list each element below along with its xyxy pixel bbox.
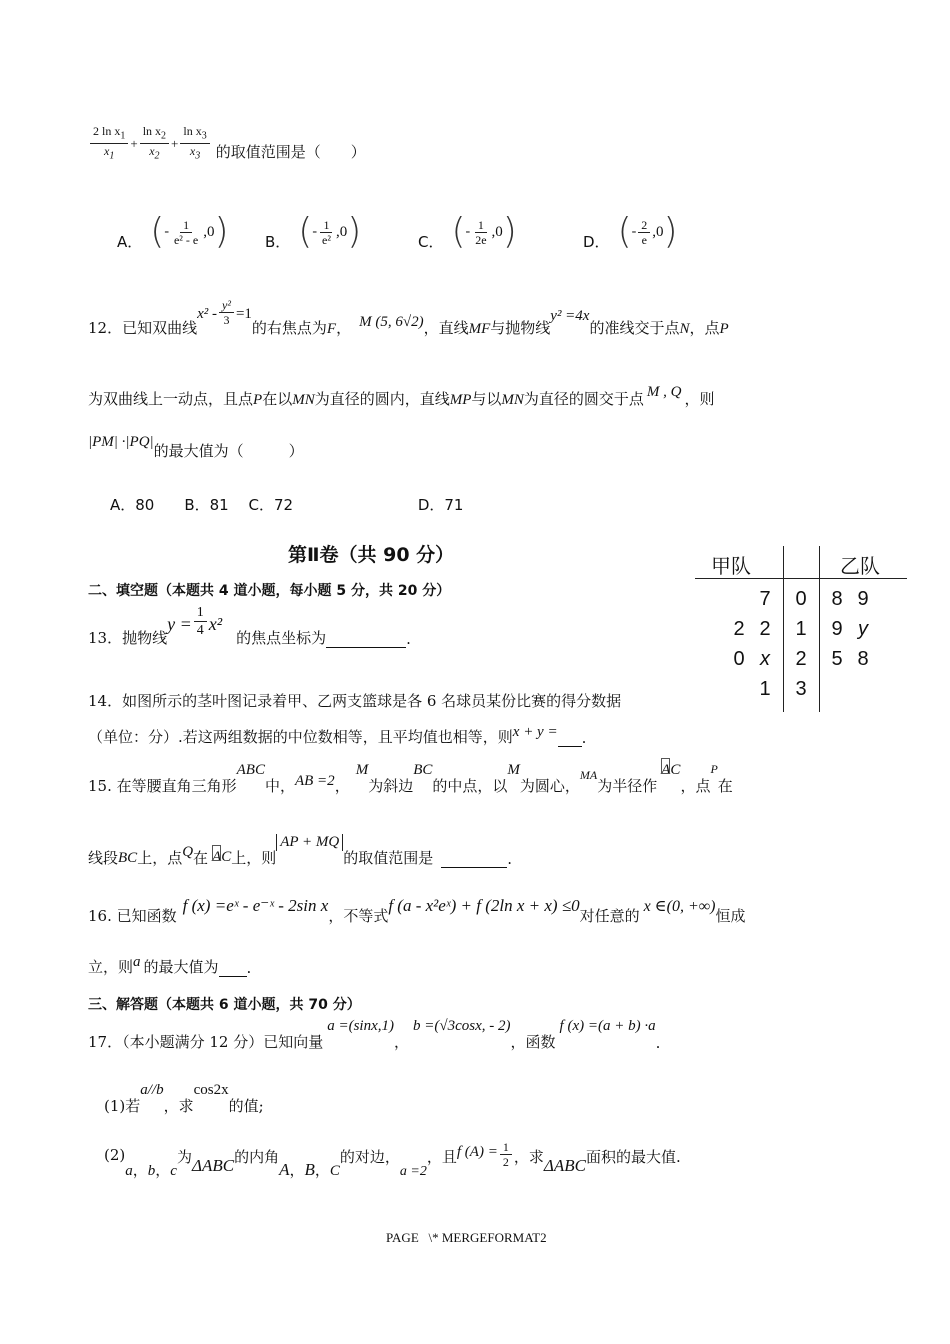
leaf-left: 0: [733, 648, 745, 670]
q16-line-2: 立，则 a 的最大值为 .: [88, 954, 252, 977]
leaf-left: 7: [759, 588, 771, 610]
leaf-right: 9: [857, 588, 869, 610]
section-2-heading: 二、填空题（本题共 4 道小题，每小题 5 分，共 20 分）: [88, 583, 451, 599]
team-b-label: 乙队: [840, 554, 880, 578]
q13: 13．抛物线 y = $\frac{1}{4}$ x² 的焦点坐标为 .: [88, 605, 411, 648]
leaf-right: 9: [831, 618, 843, 640]
leaf-right: 8: [857, 648, 869, 670]
q17-part-1: (1)若 a//b ，求 cos2x 的值;: [104, 1082, 264, 1115]
q15-answer-blank: [441, 853, 507, 868]
q11-option-a: A． ( - $\frac{1}{\text{e² - e}}$ ,0 ): [117, 211, 229, 252]
q11-frac-2: $\frac{\ln x_2}{x_2}$: [140, 124, 169, 164]
q17-stem: 17．（本小题满分 12 分）已知向量 a =(sinx,1) ， b =(√3cosx, - 2) ，函数 f (x) =(a + b) ·a .: [88, 1018, 661, 1052]
q15-line-2: 线段 BC 上，点 Q 在 AC 上，则 AP + MQ 的取值范围是 .: [88, 834, 513, 868]
q12-line-1: 12．已知双曲线 x² - $\frac{\text{y²}}{3}$ =1 的右焦点为 F ， M (5, 6√2) ，直线 MF 与抛物线 y² =4x 的准线交于点 N ，点 P: [88, 298, 729, 337]
header-divider: [695, 578, 907, 579]
page-footer: PAGE \* MERGEFORMAT2: [386, 1230, 547, 1245]
q14-line-1: 14．如图所示的茎叶图记录着甲、乙两支篮球是各 6 名球员某份比赛的得分数据: [88, 692, 622, 710]
section-3-heading: 三、解答题（本题共 6 道小题，共 70 分）: [88, 997, 361, 1013]
q11-option-b: B． ( - $\frac{1}{\text{e²}}$ ,0 ): [265, 211, 362, 252]
leaf-left: 2: [759, 618, 771, 640]
stem-leaf-plot: [695, 544, 907, 714]
q11-tail: 的取值范围是（ ）: [215, 143, 366, 162]
q11-frac-1: $\frac{2 \ln x_1}{x_1}$: [90, 124, 128, 164]
leaf-right: 8: [831, 588, 843, 610]
q14-answer-blank: [558, 732, 582, 747]
arc-ac: AC: [661, 762, 681, 778]
leaf-left: 1: [759, 678, 771, 700]
stem-value: 3: [795, 678, 807, 700]
q13-answer-blank: [326, 633, 406, 648]
part-2-title: 第Ⅱ卷（共 90 分）: [288, 544, 455, 566]
stem-value: 0: [795, 588, 807, 610]
team-a-label: 甲队: [711, 554, 751, 578]
leaf-left: x: [760, 648, 770, 670]
stem-value: 2: [795, 648, 807, 670]
q11-expression: $\frac{2 \ln x_1}{x_1}$ + $\frac{\ln x_2}{x_2}$ + $\frac{\ln x_3}{x_3}$ 的取值范围是（ ）: [88, 124, 366, 164]
q12-line-2: 为双曲线上一动点，且点 P 在以 MN 为直径的圆内，直线 MP 与以 MN 为直径的圆交于点 M , Q ，则: [88, 384, 715, 408]
q16-line-1: 16. 已知函数 f (x) =eˣ - e⁻ˣ - 2sin x ，不等式 f (a - x²eˣ) + f (2ln x + x) ≤0 对任意的 x ∈(0, +∞) 恒成: [88, 896, 746, 925]
q12-options: A．80 B．81 C．72 D．71: [110, 496, 464, 514]
q15-line-1: 15. 在等腰直角三角形 ABC 中， AB =2 ， M 为斜边 BC 的中点，以 M 为圆心， MA 为半径作 AC ，点 P 在: [88, 762, 733, 795]
q16-answer-blank: [219, 962, 247, 977]
stem-right-line: [819, 546, 820, 712]
leaf-right: y: [858, 618, 868, 640]
q12-line-3: |PM| ·|PQ| 的最大值为（ ）: [88, 434, 304, 460]
leaf-right: 5: [831, 648, 843, 670]
q11-frac-3: $\frac{\ln x_3}{x_3}$: [180, 124, 209, 164]
leaf-left: 2: [733, 618, 745, 640]
stem-left-line: [783, 546, 784, 712]
q11-option-d: D． ( - $\frac{2}{e}$ ,0 ): [583, 211, 678, 252]
arc-ac: AC: [212, 849, 232, 865]
q17-part-2: (2) a ， b ， c 为 ΔABC 的内角 A ， B ， C 的对边， a =2 ，且 f (A) = $\frac{1}{2}$ ，求 ΔABC 面积的最大值.: [104, 1140, 681, 1179]
q11-option-c: C． ( - $\frac{1}{2e}$ ,0 ): [418, 211, 517, 252]
q14-line-2: （单位：分）.若这两组数据的中位数相等，且平均值也相等，则 x + y = .: [88, 724, 587, 747]
stem-value: 1: [795, 618, 807, 640]
